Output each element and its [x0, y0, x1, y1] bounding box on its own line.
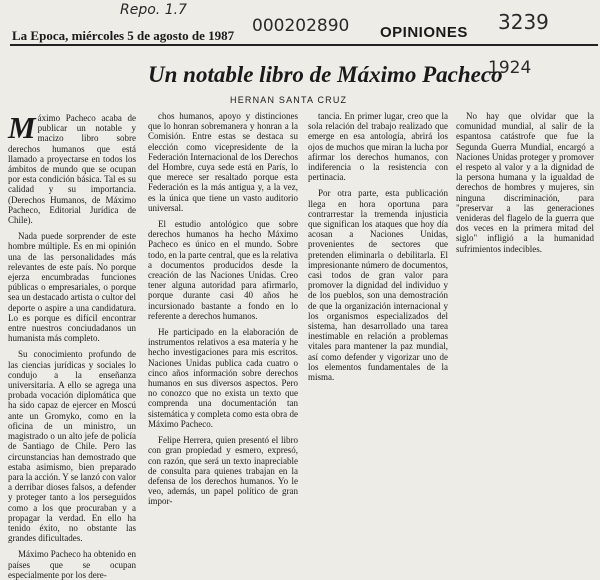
paragraph: El estudio antológico que sobre derechos humanos ha hecho Máximo Pacheco es único en el mundo. Sobre todo, en la parte central, que es la relativa a documentos producidos desde la creación de las Naciones Unidas. Creo tener alguna autoridad para afirmarlo, porque durante casi 40 años he incursionado bastante a fondo en lo referente a derechos humanos.	[148, 219, 298, 321]
paragraph: chos humanos, apoyo y distinciones que lo honran sobremanera y honran a la Comisión. Entre estas se destaca su elección como vicepresidente de la Federación Internacional de los Derechos del Hombre, cuya sede está en París, lo que merece ser resaltado porque esta Federación es la más antigua y, a la vez, es la única que tiene un vasto auditorio universal.	[148, 111, 298, 213]
paragraph: Máximo Pacheco acaba de publicar un notable y macizo libro sobre derechos humanos que está llamado a proyectarse en todos los ámbitos de mundo que se ocupan por esta condición básica. Tal es su calidad y su importancia. (Derechos Humanos, de Máximo Pacheco, Editorial Jurídica de Chile).	[8, 110, 136, 226]
paragraph: Nada puede sorprender de este hombre múltiple. Es en mi opinión una de las personalidades más relevantes de este país. No porque ejerza encumbradas funciones públicas o empresariales, o porque sea un destacado artista o cultor del deporte o aspire a una candidatura. Lo es porque es difícil encontrar entre nuestros conciudadanos un humanista más completo.	[8, 231, 136, 344]
paragraph: Por otra parte, esta publicación llega en hora oportuna para contrarrestar la tremenda injusticia que significan los ataques que hoy día acosan a Naciones Unidas, provenientes de sectores que pretenden eliminarla o debilitarla. El impresionante número de documentos, casi todos de gran valor para promover la dignidad del individuo y de los pueblos, son una demostración de que la organización internacional y los organismos especializados del sistema, han desarrollado una tarea inestimable en relación a problemas vitales para mantener la paz mundial, así como defender y vigorizar uno de los elementos fundamentales de la misma.	[308, 188, 448, 383]
paragraph: Su conocimiento profundo de las ciencias jurídicas y sociales lo condujo a la enseñanza universitaria. A ello se agrega una probada vocación diplomática que ha sido capaz de ejercer en Moscú ante un Gromyko, como en la oficina de un ministro, un magistrado o un alto jefe de policía de Santiago de Chile. Pero las circunstancias han demostrado que estaba asimismo, bien preparado para la acción. Y se lanzó con valor a derribar dioses falsos, a defender y proteger tanto a los perseguidos como a los que procuraban y a propagar la verdad. En ello ha tenido éxito, no obstante las grandes dificultades.	[8, 349, 136, 544]
paragraph: tancia. En primer lugar, creo que la sola relación del trabajo realizado que emerge en esa antología, abrirá los ojos de muchos que miran la lucha por afirmar los derechos humanos, con indiferencia o la resistencia con pertinacia.	[308, 111, 448, 183]
handwritten-page-number: 3239	[498, 10, 549, 34]
handwritten-note-repo: Repo. 1.7	[120, 2, 187, 18]
newspaper-dateline: La Epoca, miércoles 5 de agosto de 1987	[12, 28, 235, 43]
paragraph: Máximo Pacheco ha obtenido en países que se ocupan especialmente por los dere-	[8, 549, 136, 580]
article-title: Un notable libro de Máximo Pacheco	[148, 62, 503, 87]
section-label: OPINIONES	[380, 24, 468, 41]
handwritten-year: 1924	[488, 58, 532, 78]
drop-cap: M	[8, 110, 36, 145]
article-column-3	[308, 111, 448, 382]
header-rule	[10, 44, 598, 46]
paragraph: He participado en la elaboración de instrumentos relativos a esa materia y he hecho investigaciones para mis escritos. Naciones Unidas publica cada cuatro o cinco años información sobre derechos humanos en sus diversos aspectos. Pero no conozco que no exista un texto que comprenda una documentación tan sistemática y completa como esta obra de Máximo Pacheco.	[148, 327, 298, 429]
article-column-2	[148, 111, 298, 507]
article-column-1	[8, 110, 136, 580]
paragraph: Felipe Herrera, quien presentó el libro con gran propiedad y esmero, expresó, con razón, que será un texto inapreciable de consulta para quienes trabajan en la defensa de los derechos humanos. Yo le veo, además, un papel político de gran impor-	[148, 435, 298, 507]
handwritten-catalog-number: 000202890	[252, 16, 350, 36]
article-column-4	[456, 111, 594, 254]
article-author: HERNAN SANTA CRUZ	[230, 95, 348, 105]
paragraph: No hay que olvidar que la comunidad mundial, al salir de la espantosa catástrofe que fue la Segunda Guerra Mundial, encargó a Naciones Unidas proteger y promover el respeto al valor y a la dignidad de la persona humana y la igualdad de derechos de hombres y mujeres, sin ninguna discriminación, para "preservar a las generaciones venideras del flagelo de la guerra que dos veces en la primera mitad del siglo" infligió a la humanidad sufrimientos indecibles.	[456, 111, 594, 254]
